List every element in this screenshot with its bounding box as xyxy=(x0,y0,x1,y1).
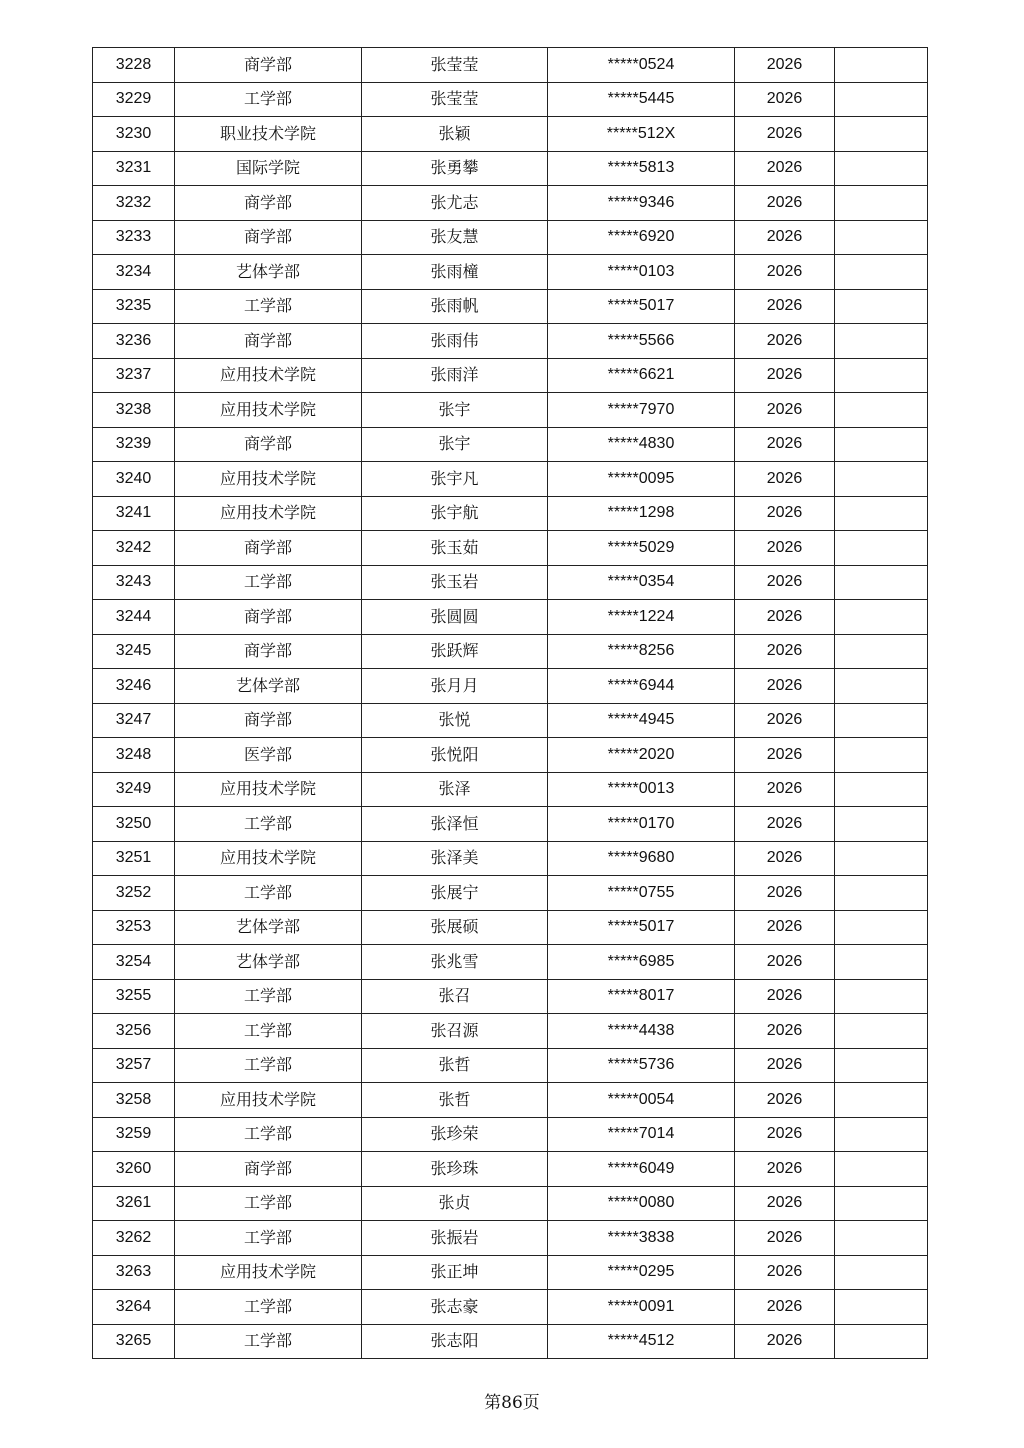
year-cell: 2026 xyxy=(735,289,835,324)
table-row xyxy=(93,496,928,531)
roster-table xyxy=(92,47,928,1359)
student-name-cell: 张玉岩 xyxy=(362,565,548,600)
row-number-cell: 3247 xyxy=(93,703,175,738)
masked-id-cell: *****9680 xyxy=(548,841,735,876)
student-name-cell: 张尤志 xyxy=(362,186,548,221)
student-name-cell: 张哲 xyxy=(362,1083,548,1118)
department-cell: 商学部 xyxy=(175,186,362,221)
student-name-cell: 张展硕 xyxy=(362,910,548,945)
student-name-cell: 张宇 xyxy=(362,393,548,428)
row-number-cell: 3235 xyxy=(93,289,175,324)
remark-cell xyxy=(835,255,928,290)
row-number-cell: 3264 xyxy=(93,1290,175,1325)
department-cell: 工学部 xyxy=(175,1290,362,1325)
year-cell: 2026 xyxy=(735,117,835,152)
student-name-cell: 张颖 xyxy=(362,117,548,152)
row-number-cell: 3232 xyxy=(93,186,175,221)
table-row xyxy=(93,358,928,393)
row-number-cell: 3233 xyxy=(93,220,175,255)
masked-id-cell: *****0080 xyxy=(548,1186,735,1221)
masked-id-cell: *****6985 xyxy=(548,945,735,980)
masked-id-cell: *****0524 xyxy=(548,48,735,83)
year-cell: 2026 xyxy=(735,496,835,531)
masked-id-cell: *****4830 xyxy=(548,427,735,462)
year-cell: 2026 xyxy=(735,220,835,255)
year-cell: 2026 xyxy=(735,1324,835,1359)
department-cell: 职业技术学院 xyxy=(175,117,362,152)
table-row xyxy=(93,1186,928,1221)
year-cell: 2026 xyxy=(735,1221,835,1256)
department-cell: 应用技术学院 xyxy=(175,1083,362,1118)
remark-cell xyxy=(835,634,928,669)
remark-cell xyxy=(835,945,928,980)
student-name-cell: 张珍珠 xyxy=(362,1152,548,1187)
row-number-cell: 3243 xyxy=(93,565,175,600)
remark-cell xyxy=(835,427,928,462)
year-cell: 2026 xyxy=(735,186,835,221)
department-cell: 商学部 xyxy=(175,48,362,83)
masked-id-cell: *****0295 xyxy=(548,1255,735,1290)
table-row xyxy=(93,531,928,566)
remark-cell xyxy=(835,1221,928,1256)
masked-id-cell: *****8017 xyxy=(548,979,735,1014)
masked-id-cell: *****0013 xyxy=(548,772,735,807)
masked-id-cell: *****5017 xyxy=(548,910,735,945)
department-cell: 工学部 xyxy=(175,1221,362,1256)
remark-cell xyxy=(835,600,928,635)
department-cell: 工学部 xyxy=(175,807,362,842)
remark-cell xyxy=(835,324,928,359)
row-number-cell: 3244 xyxy=(93,600,175,635)
year-cell: 2026 xyxy=(735,82,835,117)
table-row xyxy=(93,565,928,600)
masked-id-cell: *****5813 xyxy=(548,151,735,186)
remark-cell xyxy=(835,220,928,255)
department-cell: 工学部 xyxy=(175,1324,362,1359)
year-cell: 2026 xyxy=(735,841,835,876)
remark-cell xyxy=(835,1117,928,1152)
table-row xyxy=(93,427,928,462)
year-cell: 2026 xyxy=(735,1152,835,1187)
table-row xyxy=(93,945,928,980)
year-cell: 2026 xyxy=(735,1014,835,1049)
year-cell: 2026 xyxy=(735,1186,835,1221)
student-name-cell: 张雨帆 xyxy=(362,289,548,324)
masked-id-cell: *****0103 xyxy=(548,255,735,290)
remark-cell xyxy=(835,1186,928,1221)
masked-id-cell: *****0755 xyxy=(548,876,735,911)
masked-id-cell: *****2020 xyxy=(548,738,735,773)
row-number-cell: 3249 xyxy=(93,772,175,807)
student-name-cell: 张贞 xyxy=(362,1186,548,1221)
year-cell: 2026 xyxy=(735,634,835,669)
masked-id-cell: *****0095 xyxy=(548,462,735,497)
row-number-cell: 3242 xyxy=(93,531,175,566)
table-row xyxy=(93,324,928,359)
row-number-cell: 3260 xyxy=(93,1152,175,1187)
masked-id-cell: *****1224 xyxy=(548,600,735,635)
department-cell: 应用技术学院 xyxy=(175,496,362,531)
student-name-cell: 张珍荣 xyxy=(362,1117,548,1152)
department-cell: 商学部 xyxy=(175,703,362,738)
department-cell: 工学部 xyxy=(175,979,362,1014)
row-number-cell: 3229 xyxy=(93,82,175,117)
row-number-cell: 3228 xyxy=(93,48,175,83)
row-number-cell: 3239 xyxy=(93,427,175,462)
department-cell: 艺体学部 xyxy=(175,945,362,980)
table-row xyxy=(93,117,928,152)
row-number-cell: 3240 xyxy=(93,462,175,497)
masked-id-cell: *****6944 xyxy=(548,669,735,704)
student-name-cell: 张兆雪 xyxy=(362,945,548,980)
student-name-cell: 张圆圆 xyxy=(362,600,548,635)
row-number-cell: 3261 xyxy=(93,1186,175,1221)
student-name-cell: 张月月 xyxy=(362,669,548,704)
table-row xyxy=(93,48,928,83)
student-name-cell: 张雨橦 xyxy=(362,255,548,290)
remark-cell xyxy=(835,151,928,186)
student-name-cell: 张志阳 xyxy=(362,1324,548,1359)
remark-cell xyxy=(835,1255,928,1290)
student-name-cell: 张召源 xyxy=(362,1014,548,1049)
table-row xyxy=(93,393,928,428)
remark-cell xyxy=(835,82,928,117)
masked-id-cell: *****5736 xyxy=(548,1048,735,1083)
year-cell: 2026 xyxy=(735,669,835,704)
remark-cell xyxy=(835,358,928,393)
department-cell: 商学部 xyxy=(175,531,362,566)
remark-cell xyxy=(835,876,928,911)
table-row xyxy=(93,1255,928,1290)
student-name-cell: 张勇攀 xyxy=(362,151,548,186)
table-row xyxy=(93,1048,928,1083)
row-number-cell: 3258 xyxy=(93,1083,175,1118)
department-cell: 工学部 xyxy=(175,1117,362,1152)
row-number-cell: 3255 xyxy=(93,979,175,1014)
row-number-cell: 3252 xyxy=(93,876,175,911)
masked-id-cell: *****0354 xyxy=(548,565,735,600)
student-name-cell: 张雨伟 xyxy=(362,324,548,359)
department-cell: 商学部 xyxy=(175,634,362,669)
row-number-cell: 3259 xyxy=(93,1117,175,1152)
remark-cell xyxy=(835,1014,928,1049)
student-name-cell: 张宇凡 xyxy=(362,462,548,497)
masked-id-cell: *****4512 xyxy=(548,1324,735,1359)
department-cell: 工学部 xyxy=(175,82,362,117)
remark-cell xyxy=(835,496,928,531)
masked-id-cell: *****7970 xyxy=(548,393,735,428)
year-cell: 2026 xyxy=(735,427,835,462)
masked-id-cell: *****6920 xyxy=(548,220,735,255)
student-name-cell: 张志豪 xyxy=(362,1290,548,1325)
department-cell: 工学部 xyxy=(175,1048,362,1083)
year-cell: 2026 xyxy=(735,565,835,600)
masked-id-cell: *****7014 xyxy=(548,1117,735,1152)
row-number-cell: 3253 xyxy=(93,910,175,945)
table-row xyxy=(93,979,928,1014)
masked-id-cell: *****6049 xyxy=(548,1152,735,1187)
remark-cell xyxy=(835,703,928,738)
page-number: 第86页 xyxy=(484,1393,540,1413)
year-cell: 2026 xyxy=(735,1083,835,1118)
row-number-cell: 3230 xyxy=(93,117,175,152)
table-row xyxy=(93,600,928,635)
student-name-cell: 张悦 xyxy=(362,703,548,738)
year-cell: 2026 xyxy=(735,600,835,635)
masked-id-cell: *****5029 xyxy=(548,531,735,566)
table-row xyxy=(93,738,928,773)
year-cell: 2026 xyxy=(735,945,835,980)
department-cell: 应用技术学院 xyxy=(175,841,362,876)
student-name-cell: 张悦阳 xyxy=(362,738,548,773)
row-number-cell: 3231 xyxy=(93,151,175,186)
year-cell: 2026 xyxy=(735,979,835,1014)
student-name-cell: 张宇 xyxy=(362,427,548,462)
year-cell: 2026 xyxy=(735,48,835,83)
year-cell: 2026 xyxy=(735,1048,835,1083)
table-row xyxy=(93,1117,928,1152)
row-number-cell: 3234 xyxy=(93,255,175,290)
year-cell: 2026 xyxy=(735,462,835,497)
department-cell: 应用技术学院 xyxy=(175,358,362,393)
masked-id-cell: *****3838 xyxy=(548,1221,735,1256)
table-row xyxy=(93,255,928,290)
row-number-cell: 3238 xyxy=(93,393,175,428)
student-name-cell: 张泽恒 xyxy=(362,807,548,842)
year-cell: 2026 xyxy=(735,738,835,773)
masked-id-cell: *****5017 xyxy=(548,289,735,324)
table-row xyxy=(93,634,928,669)
department-cell: 应用技术学院 xyxy=(175,393,362,428)
department-cell: 工学部 xyxy=(175,1186,362,1221)
student-name-cell: 张玉茹 xyxy=(362,531,548,566)
masked-id-cell: *****9346 xyxy=(548,186,735,221)
row-number-cell: 3237 xyxy=(93,358,175,393)
student-name-cell: 张跃辉 xyxy=(362,634,548,669)
department-cell: 艺体学部 xyxy=(175,910,362,945)
table-row xyxy=(93,289,928,324)
remark-cell xyxy=(835,738,928,773)
remark-cell xyxy=(835,1324,928,1359)
row-number-cell: 3254 xyxy=(93,945,175,980)
year-cell: 2026 xyxy=(735,910,835,945)
masked-id-cell: *****5445 xyxy=(548,82,735,117)
department-cell: 商学部 xyxy=(175,220,362,255)
roster-body xyxy=(93,48,928,1359)
remark-cell xyxy=(835,807,928,842)
table-row xyxy=(93,220,928,255)
row-number-cell: 3246 xyxy=(93,669,175,704)
table-row xyxy=(93,1152,928,1187)
department-cell: 应用技术学院 xyxy=(175,462,362,497)
year-cell: 2026 xyxy=(735,255,835,290)
year-cell: 2026 xyxy=(735,151,835,186)
row-number-cell: 3263 xyxy=(93,1255,175,1290)
student-name-cell: 张泽美 xyxy=(362,841,548,876)
row-number-cell: 3236 xyxy=(93,324,175,359)
row-number-cell: 3241 xyxy=(93,496,175,531)
remark-cell xyxy=(835,48,928,83)
masked-id-cell: *****8256 xyxy=(548,634,735,669)
year-cell: 2026 xyxy=(735,358,835,393)
remark-cell xyxy=(835,565,928,600)
masked-id-cell: *****4438 xyxy=(548,1014,735,1049)
table-row xyxy=(93,1221,928,1256)
table-row xyxy=(93,1290,928,1325)
remark-cell xyxy=(835,772,928,807)
department-cell: 商学部 xyxy=(175,600,362,635)
row-number-cell: 3257 xyxy=(93,1048,175,1083)
table-row xyxy=(93,807,928,842)
department-cell: 艺体学部 xyxy=(175,669,362,704)
department-cell: 商学部 xyxy=(175,1152,362,1187)
department-cell: 医学部 xyxy=(175,738,362,773)
remark-cell xyxy=(835,1152,928,1187)
row-number-cell: 3256 xyxy=(93,1014,175,1049)
table-row xyxy=(93,82,928,117)
remark-cell xyxy=(835,979,928,1014)
year-cell: 2026 xyxy=(735,772,835,807)
row-number-cell: 3248 xyxy=(93,738,175,773)
table-row xyxy=(93,910,928,945)
masked-id-cell: *****0091 xyxy=(548,1290,735,1325)
masked-id-cell: *****1298 xyxy=(548,496,735,531)
student-name-cell: 张莹莹 xyxy=(362,82,548,117)
table-row xyxy=(93,703,928,738)
department-cell: 艺体学部 xyxy=(175,255,362,290)
remark-cell xyxy=(835,186,928,221)
student-name-cell: 张友慧 xyxy=(362,220,548,255)
department-cell: 应用技术学院 xyxy=(175,772,362,807)
department-cell: 应用技术学院 xyxy=(175,1255,362,1290)
student-name-cell: 张展宁 xyxy=(362,876,548,911)
student-name-cell: 张正坤 xyxy=(362,1255,548,1290)
year-cell: 2026 xyxy=(735,1290,835,1325)
student-name-cell: 张召 xyxy=(362,979,548,1014)
masked-id-cell: *****4945 xyxy=(548,703,735,738)
student-name-cell: 张哲 xyxy=(362,1048,548,1083)
year-cell: 2026 xyxy=(735,531,835,566)
department-cell: 商学部 xyxy=(175,324,362,359)
table-row xyxy=(93,186,928,221)
student-name-cell: 张振岩 xyxy=(362,1221,548,1256)
year-cell: 2026 xyxy=(735,1255,835,1290)
masked-id-cell: *****512X xyxy=(548,117,735,152)
row-number-cell: 3265 xyxy=(93,1324,175,1359)
department-cell: 工学部 xyxy=(175,1014,362,1049)
masked-id-cell: *****0054 xyxy=(548,1083,735,1118)
remark-cell xyxy=(835,117,928,152)
remark-cell xyxy=(835,910,928,945)
table-row xyxy=(93,669,928,704)
remark-cell xyxy=(835,1083,928,1118)
student-name-cell: 张泽 xyxy=(362,772,548,807)
row-number-cell: 3250 xyxy=(93,807,175,842)
remark-cell xyxy=(835,1048,928,1083)
masked-id-cell: *****5566 xyxy=(548,324,735,359)
year-cell: 2026 xyxy=(735,1117,835,1152)
year-cell: 2026 xyxy=(735,324,835,359)
department-cell: 商学部 xyxy=(175,427,362,462)
remark-cell xyxy=(835,841,928,876)
year-cell: 2026 xyxy=(735,703,835,738)
department-cell: 工学部 xyxy=(175,565,362,600)
student-name-cell: 张雨洋 xyxy=(362,358,548,393)
remark-cell xyxy=(835,531,928,566)
table-row xyxy=(93,1324,928,1359)
student-name-cell: 张莹莹 xyxy=(362,48,548,83)
row-number-cell: 3251 xyxy=(93,841,175,876)
year-cell: 2026 xyxy=(735,876,835,911)
department-cell: 工学部 xyxy=(175,876,362,911)
row-number-cell: 3245 xyxy=(93,634,175,669)
table-row xyxy=(93,876,928,911)
table-row xyxy=(93,151,928,186)
student-name-cell: 张宇航 xyxy=(362,496,548,531)
masked-id-cell: *****0170 xyxy=(548,807,735,842)
year-cell: 2026 xyxy=(735,807,835,842)
table-row xyxy=(93,841,928,876)
department-cell: 国际学院 xyxy=(175,151,362,186)
remark-cell xyxy=(835,669,928,704)
remark-cell xyxy=(835,1290,928,1325)
remark-cell xyxy=(835,462,928,497)
row-number-cell: 3262 xyxy=(93,1221,175,1256)
year-cell: 2026 xyxy=(735,393,835,428)
remark-cell xyxy=(835,393,928,428)
table-row xyxy=(93,462,928,497)
table-row xyxy=(93,1014,928,1049)
table-row xyxy=(93,772,928,807)
remark-cell xyxy=(835,289,928,324)
department-cell: 工学部 xyxy=(175,289,362,324)
masked-id-cell: *****6621 xyxy=(548,358,735,393)
table-row xyxy=(93,1083,928,1118)
